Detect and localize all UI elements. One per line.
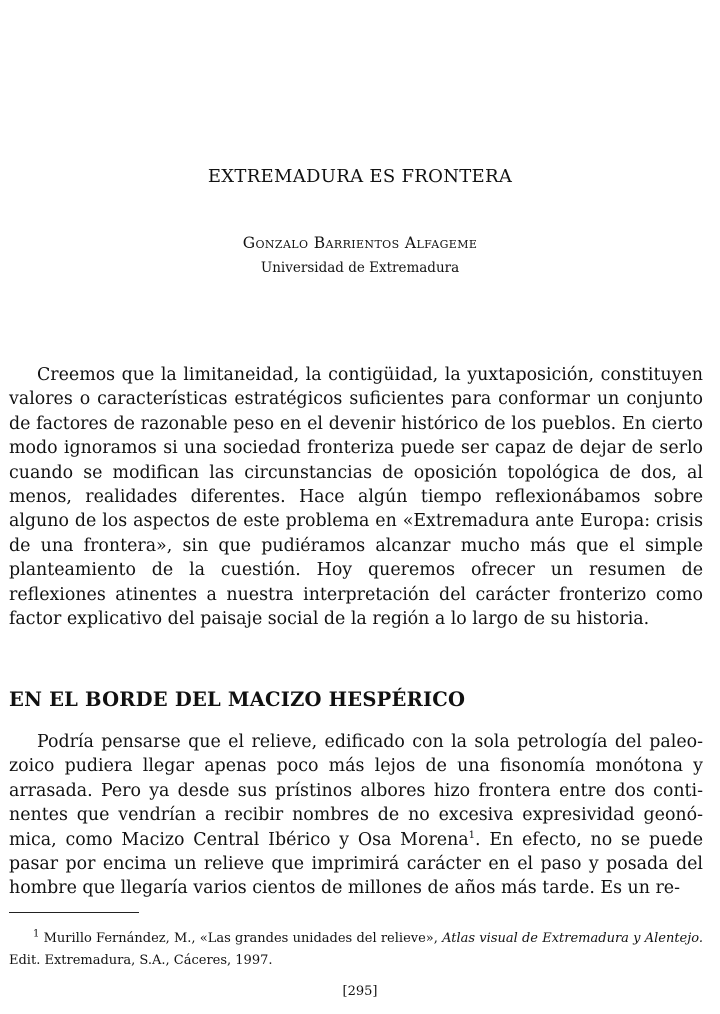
footnote-author-text: Murillo Fernández, M., «Las grandes unidades del relieve», xyxy=(43,931,443,946)
footnote-work-title: Atlas visual de Extremadura y Alentejo. xyxy=(442,931,704,946)
footnote-reference[interactable]: 1 xyxy=(468,829,476,841)
article-author: Gonzalo Barrientos Alfageme xyxy=(242,234,478,252)
footnote-publisher: Edit. Extremadura, S.A., Cáceres, 1997. xyxy=(9,953,273,968)
intro-paragraph: Creemos que la limitaneidad, la contigüidad, la yuxtaposición, constituyen valores o características estratégicos suficientes para conformar un conjunto de factores de razonable peso en el devenir histórico de los pueblos. En cierto modo ignoramos si una sociedad fronteriza puede ser capaz de dejar de serlo cuando se modifican las circunstancias de oposición topológica de dos, al menos, realidades diferentes. Hace algún tiempo reflexionábamos sobre alguno de los aspectos de este problema en «Extremadura ante Europa: crisis de una frontera», sin que pudiéramos alcanzar mucho más que el simple planteamiento de la cuestión. Hoy queremos ofrecer un resumen de reflexiones atinentes a nuestra interpretación del carácter fronterizo como factor explicativo del paisaje social de la región a lo largo de su historia. xyxy=(9,365,703,630)
author-affiliation: Universidad de Extremadura xyxy=(260,260,460,276)
footnote-divider xyxy=(9,912,139,913)
footnote-number: 1 xyxy=(33,928,40,940)
section-paragraph-text-start: Podría pensarse que el relieve, edificado con la sola petrología del paleozoico pudiera llegar apenas poco más lejos de una fisonomía monótona y arrasada. Pero ya desde sus prístinos albores hizo frontera entre dos continentes que vendrían a recibir nombres de no excesiva expresividad geonómica, como Macizo Central Ibérico y Osa Morena xyxy=(9,732,703,850)
article-title: EXTREMADURA ES FRONTERA xyxy=(207,166,513,187)
footnote xyxy=(9,928,703,972)
page-number: [295] xyxy=(342,984,378,999)
section-paragraph xyxy=(9,730,703,901)
section-heading: EN EL BORDE DEL MACIZO HESPÉRICO xyxy=(9,688,466,711)
section-paragraph-text-end: . En efecto, no se puede pasar por encima un relieve que imprimirá carácter en el paso y posada del hombre que llegaría varios cientos de millones de años más tarde. Es un re- xyxy=(9,829,703,899)
